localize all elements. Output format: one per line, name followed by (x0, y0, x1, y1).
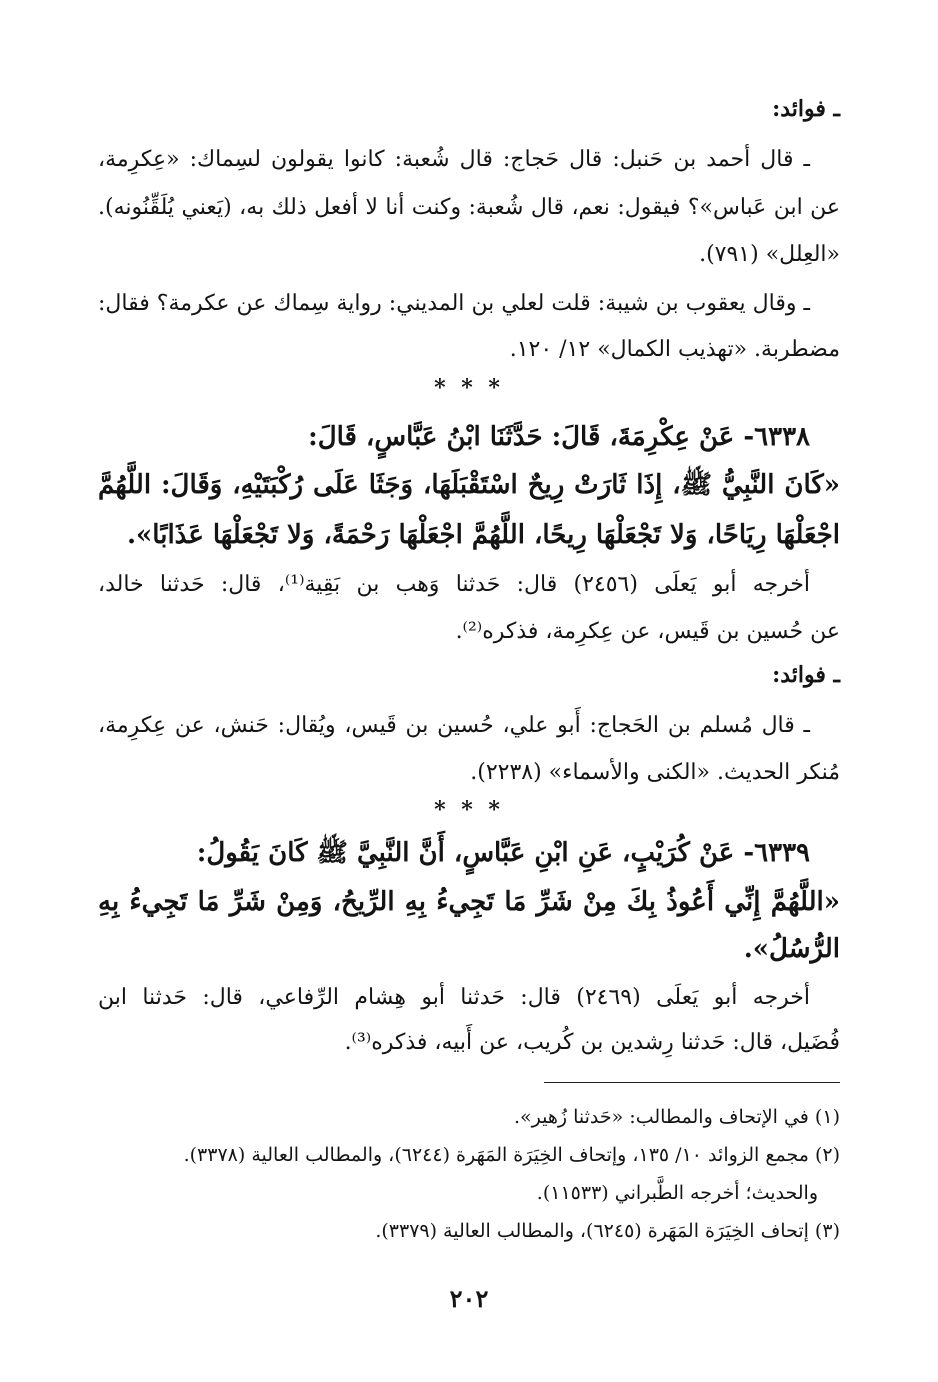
takhrij-line: عن حُسين بن قَيس، عن عِكرِمة، فذكره⁽²⁾. (455, 619, 840, 644)
text-line: مُنكر الحديث. «الكنى والأسماء» (٢٢٣٨). (470, 760, 840, 785)
footnote-1: (١) في الإتحاف والمطالب: «حَدثنا زُهير». (513, 1106, 840, 1128)
footnote-2: (٢) مجمع الزوائد ١٠/ ١٣٥، وإتحاف الخِيَرَة المَهَرة (٦٢٤٤)، والمطالب العالية (٣٣٧٨). (183, 1144, 840, 1166)
footnote-rule (544, 1082, 840, 1083)
footnote-2-cont: والحديث؛ أخرجه الطَّبراني (١١٥٣٣). (536, 1182, 818, 1204)
takhrij-line: أخرجه أبو يَعلَى (٢٤٥٦) قال: حَدثنا وَهب بن بَقِية⁽¹⁾، قال: حَدثنا خالد، (98, 572, 810, 597)
hadith-6338-isnad: ٦٣٣٨- عَنْ عِكْرِمَةَ، قَالَ: حَدَّثَنَا ابْنُ عَبَّاسٍ، قَالَ: (308, 422, 810, 452)
text-line: مضطربة. «تهذيب الكمال» ١٢/ ١٢٠. (509, 337, 840, 362)
separator-stars: * * * (434, 797, 504, 823)
hadith-6339-isnad: ٦٣٣٩- عَنْ كُرَيْبٍ، عَنِ ابْنِ عَبَّاسٍ، أَنَّ النَّبِيَّ ﷺ كَانَ يَقُولُ: (196, 838, 810, 868)
section-heading-fawaid-2: ـ فوائد: (772, 662, 840, 688)
hadith-6338-matn: «كَانَ النَّبِيُّ ﷺ، إِذَا ثَارَتْ رِيحٌ اسْتَقْبَلَهَا، وَجَثَا عَلَى رُكْبَتَيْهِ، وَقَالَ: اللَّهُمَّ (98, 470, 840, 500)
hadith-6338-matn: اجْعَلْهَا رِيَاحًا، وَلا تَجْعَلْهَا رِيحًا، اللَّهُمَّ اجْعَلْهَا رَحْمَةً، وَلا تَجْعَلْهَا عَذَابًا». (126, 520, 840, 550)
text-line: عن ابن عَباس»؟ فيقول: نعم، قال شُعبة: وكنت أنا لا أفعل ذلك به، (يَعني يُلَقِّنُونه). (98, 195, 840, 220)
text-line: «العِلل» (٧٩١). (699, 242, 840, 267)
text-line: ـ وقال يعقوب بن شيبة: قلت لعلي بن المديني: رواية سِماك عن عكرمة؟ فقال: (98, 291, 810, 316)
text-line: ـ قال أحمد بن حَنبل: قال حَجاج: قال شُعبة: كانوا يقولون لسِماك: «عِكرِمة، (98, 147, 810, 172)
hadith-6339-matn: «اللَّهُمَّ إِنِّي أَعُوذُ بِكَ مِنْ شَرِّ مَا تَجِيءُ بِهِ الرِّيحُ، وَمِنْ شَرِّ مَا تَجِيءُ بِهِ (98, 887, 840, 917)
text-line: ـ قال مُسلم بن الحَجاج: أَبو علي، حُسين بن قَيس، ويُقال: حَنش، عن عِكرِمة، (98, 713, 810, 738)
page-number: ٢٠٢ (449, 1284, 489, 1313)
takhrij-line: فُضَيل، قال: حَدثنا رِشدين بن كُريب، عن أَبيه، فذكره⁽³⁾. (344, 1030, 840, 1055)
takhrij-line: أخرجه أبو يَعلَى (٢٤٦٩) قال: حَدثنا أبو هِشام الرِّفاعي، قال: حَدثنا ابن (98, 985, 811, 1010)
section-heading-fawaid-1: ـ فوائد: (772, 96, 840, 122)
footnote-3: (٣) إتحاف الخِيَرَة المَهَرة (٦٢٤٥)، والمطالب العالية (٣٣٧٩). (375, 1220, 840, 1242)
hadith-6339-matn: الرُّسُلُ». (743, 934, 840, 964)
separator-stars: * * * (434, 375, 504, 401)
